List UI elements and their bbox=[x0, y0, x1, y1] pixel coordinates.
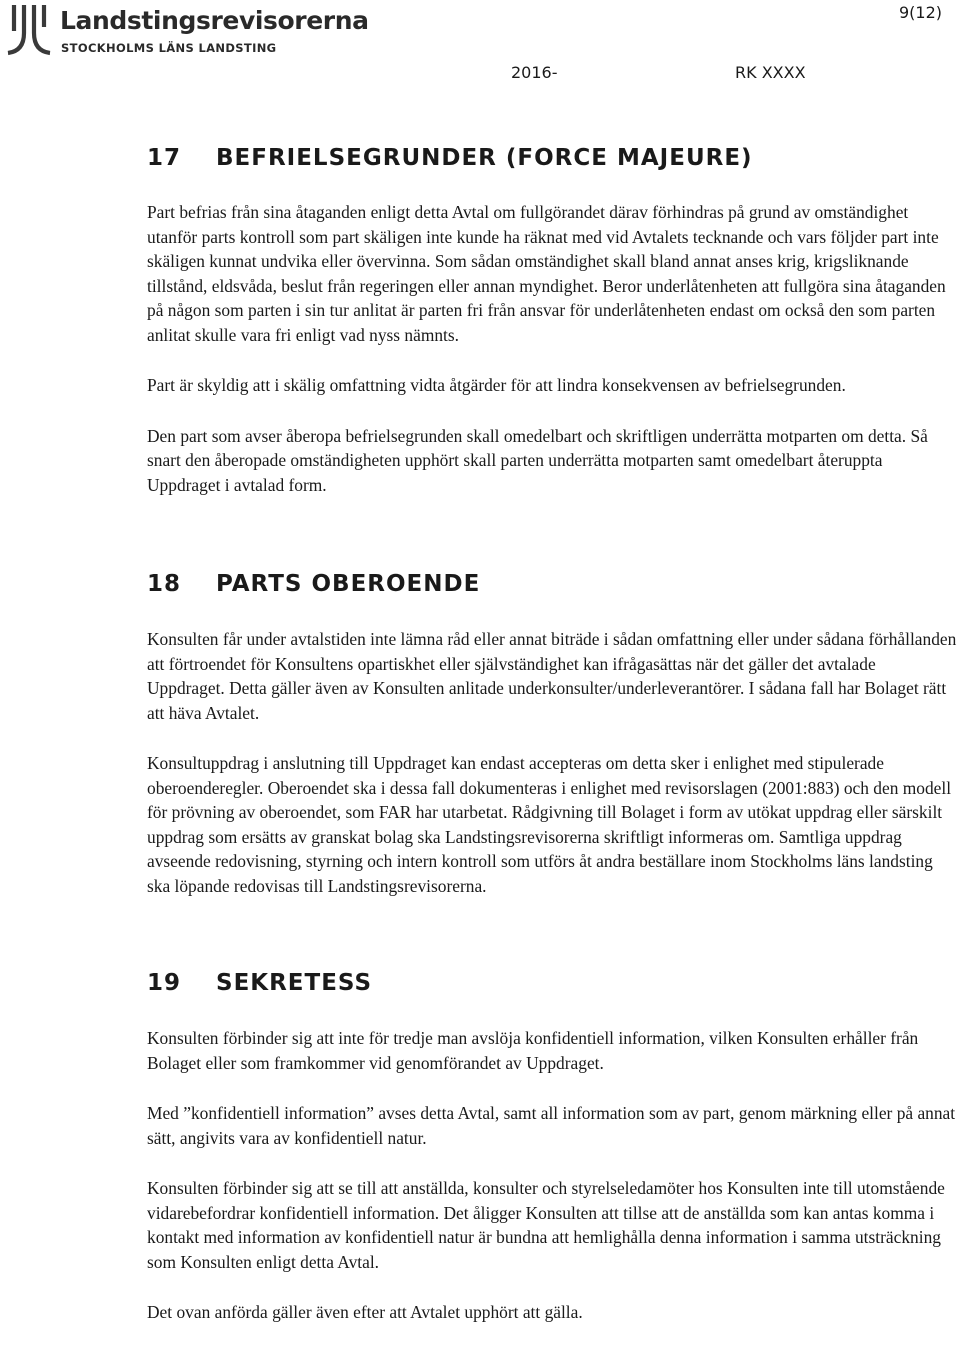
section-heading bbox=[147, 970, 957, 996]
organization-subtitle: STOCKHOLMS LÄNS LANDSTING bbox=[61, 41, 277, 55]
section-heading bbox=[147, 571, 957, 597]
section-number: 18 bbox=[147, 571, 182, 597]
organization-logo bbox=[4, 3, 394, 57]
section-body bbox=[147, 200, 957, 497]
paragraph: Konsulten får under avtalstiden inte lämna råd eller annat biträde i sådan omfattning eller under sådana förhållanden att förtroendet för Konsultens opartiskhet eller självständighet kan ifrågasättas när det gäller det avtalade Uppdraget. Detta gäller även av Konsulten anlitade underkonsulter/underleverantörer. I sådana fall har Bolaget rätt att häva Avtalet. bbox=[147, 629, 957, 723]
paragraph: Part är skyldig att i skälig omfattning vidta åtgärder för att lindra konsekvensen av befrielsegrunden. bbox=[147, 375, 846, 395]
document-reference: RK XXXX bbox=[735, 63, 806, 82]
section-body bbox=[147, 1026, 957, 1325]
paragraph: Konsulten förbinder sig att inte för tredje man avslöja konfidentiell information, vilken Konsulten erhåller från Bolaget eller som framkommer vid genomförandet av Uppdraget. bbox=[147, 1028, 919, 1073]
paragraph: Det ovan anförda gäller även efter att Avtalet upphört att gälla. bbox=[147, 1302, 583, 1322]
paragraph: Den part som avser åberopa befrielsegrunden skall omedelbart och skriftligen underrätta motparten om detta. Så snart den åberopade omständigheten upphört skall parten underrätta motparten samt omedelbart återuppta Uppdraget i avtalad form. bbox=[147, 425, 928, 495]
section-title: PARTS OBEROENDE bbox=[216, 571, 481, 597]
paragraph: Med ”konfidentiell information” avses detta Avtal, samt all information som av part, genom märkning eller på annat sätt, angivits vara av konfidentiell natur. bbox=[147, 1103, 956, 1148]
organization-name: Landstingsrevisorerna bbox=[60, 6, 369, 35]
section-title: BEFRIELSEGRUNDER (FORCE MAJEURE) bbox=[216, 145, 753, 171]
landstingsrevisorerna-logo-icon bbox=[4, 3, 58, 57]
paragraph: Konsulten förbinder sig att se till att anställda, konsulter och styrelseledamöter hos Konsulten inte till utomstående vidarebefordrar konfidentiell information. Det åligger Konsulten att tillse att de anställda som kan antas komma i kontakt med information av konfidentiell natur är bundna att hemlighålla denna information i samma utsträckning som Konsulten enligt detta Avtal. bbox=[147, 1178, 945, 1272]
section-18 bbox=[147, 571, 957, 924]
section-17 bbox=[147, 145, 957, 523]
document-year: 2016- bbox=[511, 63, 558, 82]
section-title: SEKRETESS bbox=[216, 970, 373, 996]
section-number: 19 bbox=[147, 970, 182, 996]
section-body bbox=[147, 627, 957, 898]
section-19 bbox=[147, 970, 957, 1351]
paragraph: Konsultuppdrag i anslutning till Uppdraget kan endast accepteras om detta sker i enlighet med stipulerade oberoenderegler. Oberoendet ska i dessa fall dokumenteras i enlighet med revisorslagen (2001:883) och den modell för prövning av oberoendet, som FAR har utarbetat. Rådgivning till Bolaget i form av utökat uppdrag eller särskilt uppdrag som ersätts av granskat bolag ska Landstingsrevisorerna skriftligt informeras om. Samtliga uppdrag avseende redovisning, styrning och intern kontroll som utförs åt andra beställare inom Stockholms läns landsting ska löpande redovisas till Landstingsrevisorerna. bbox=[147, 753, 952, 896]
paragraph: Part befrias från sina åtaganden enligt detta Avtal om fullgörandet därav förhindras på grund av omständighet utanför parts kontroll som part skäligen inte kunde ha räknat med vid Avtalets tecknande och vars följder part inte skäligen kunnat undvika eller övervinna. Som sådan omständighet skall bland annat anses krig, krigsliknande tillstånd, eldsvåda, beslut från regeringen eller annan myndighet. Beror underlåtenheten att fullgöra sina åtaganden på någon som parten i sin tur anlitat är parten fri från ansvar för underlåtenheten endast om också den som parten anlitat skulle vara fri enligt vad nyss nämnts. bbox=[147, 202, 946, 345]
section-heading bbox=[147, 145, 957, 171]
page-number: 9(12) bbox=[898, 3, 942, 22]
section-number: 17 bbox=[147, 145, 182, 171]
